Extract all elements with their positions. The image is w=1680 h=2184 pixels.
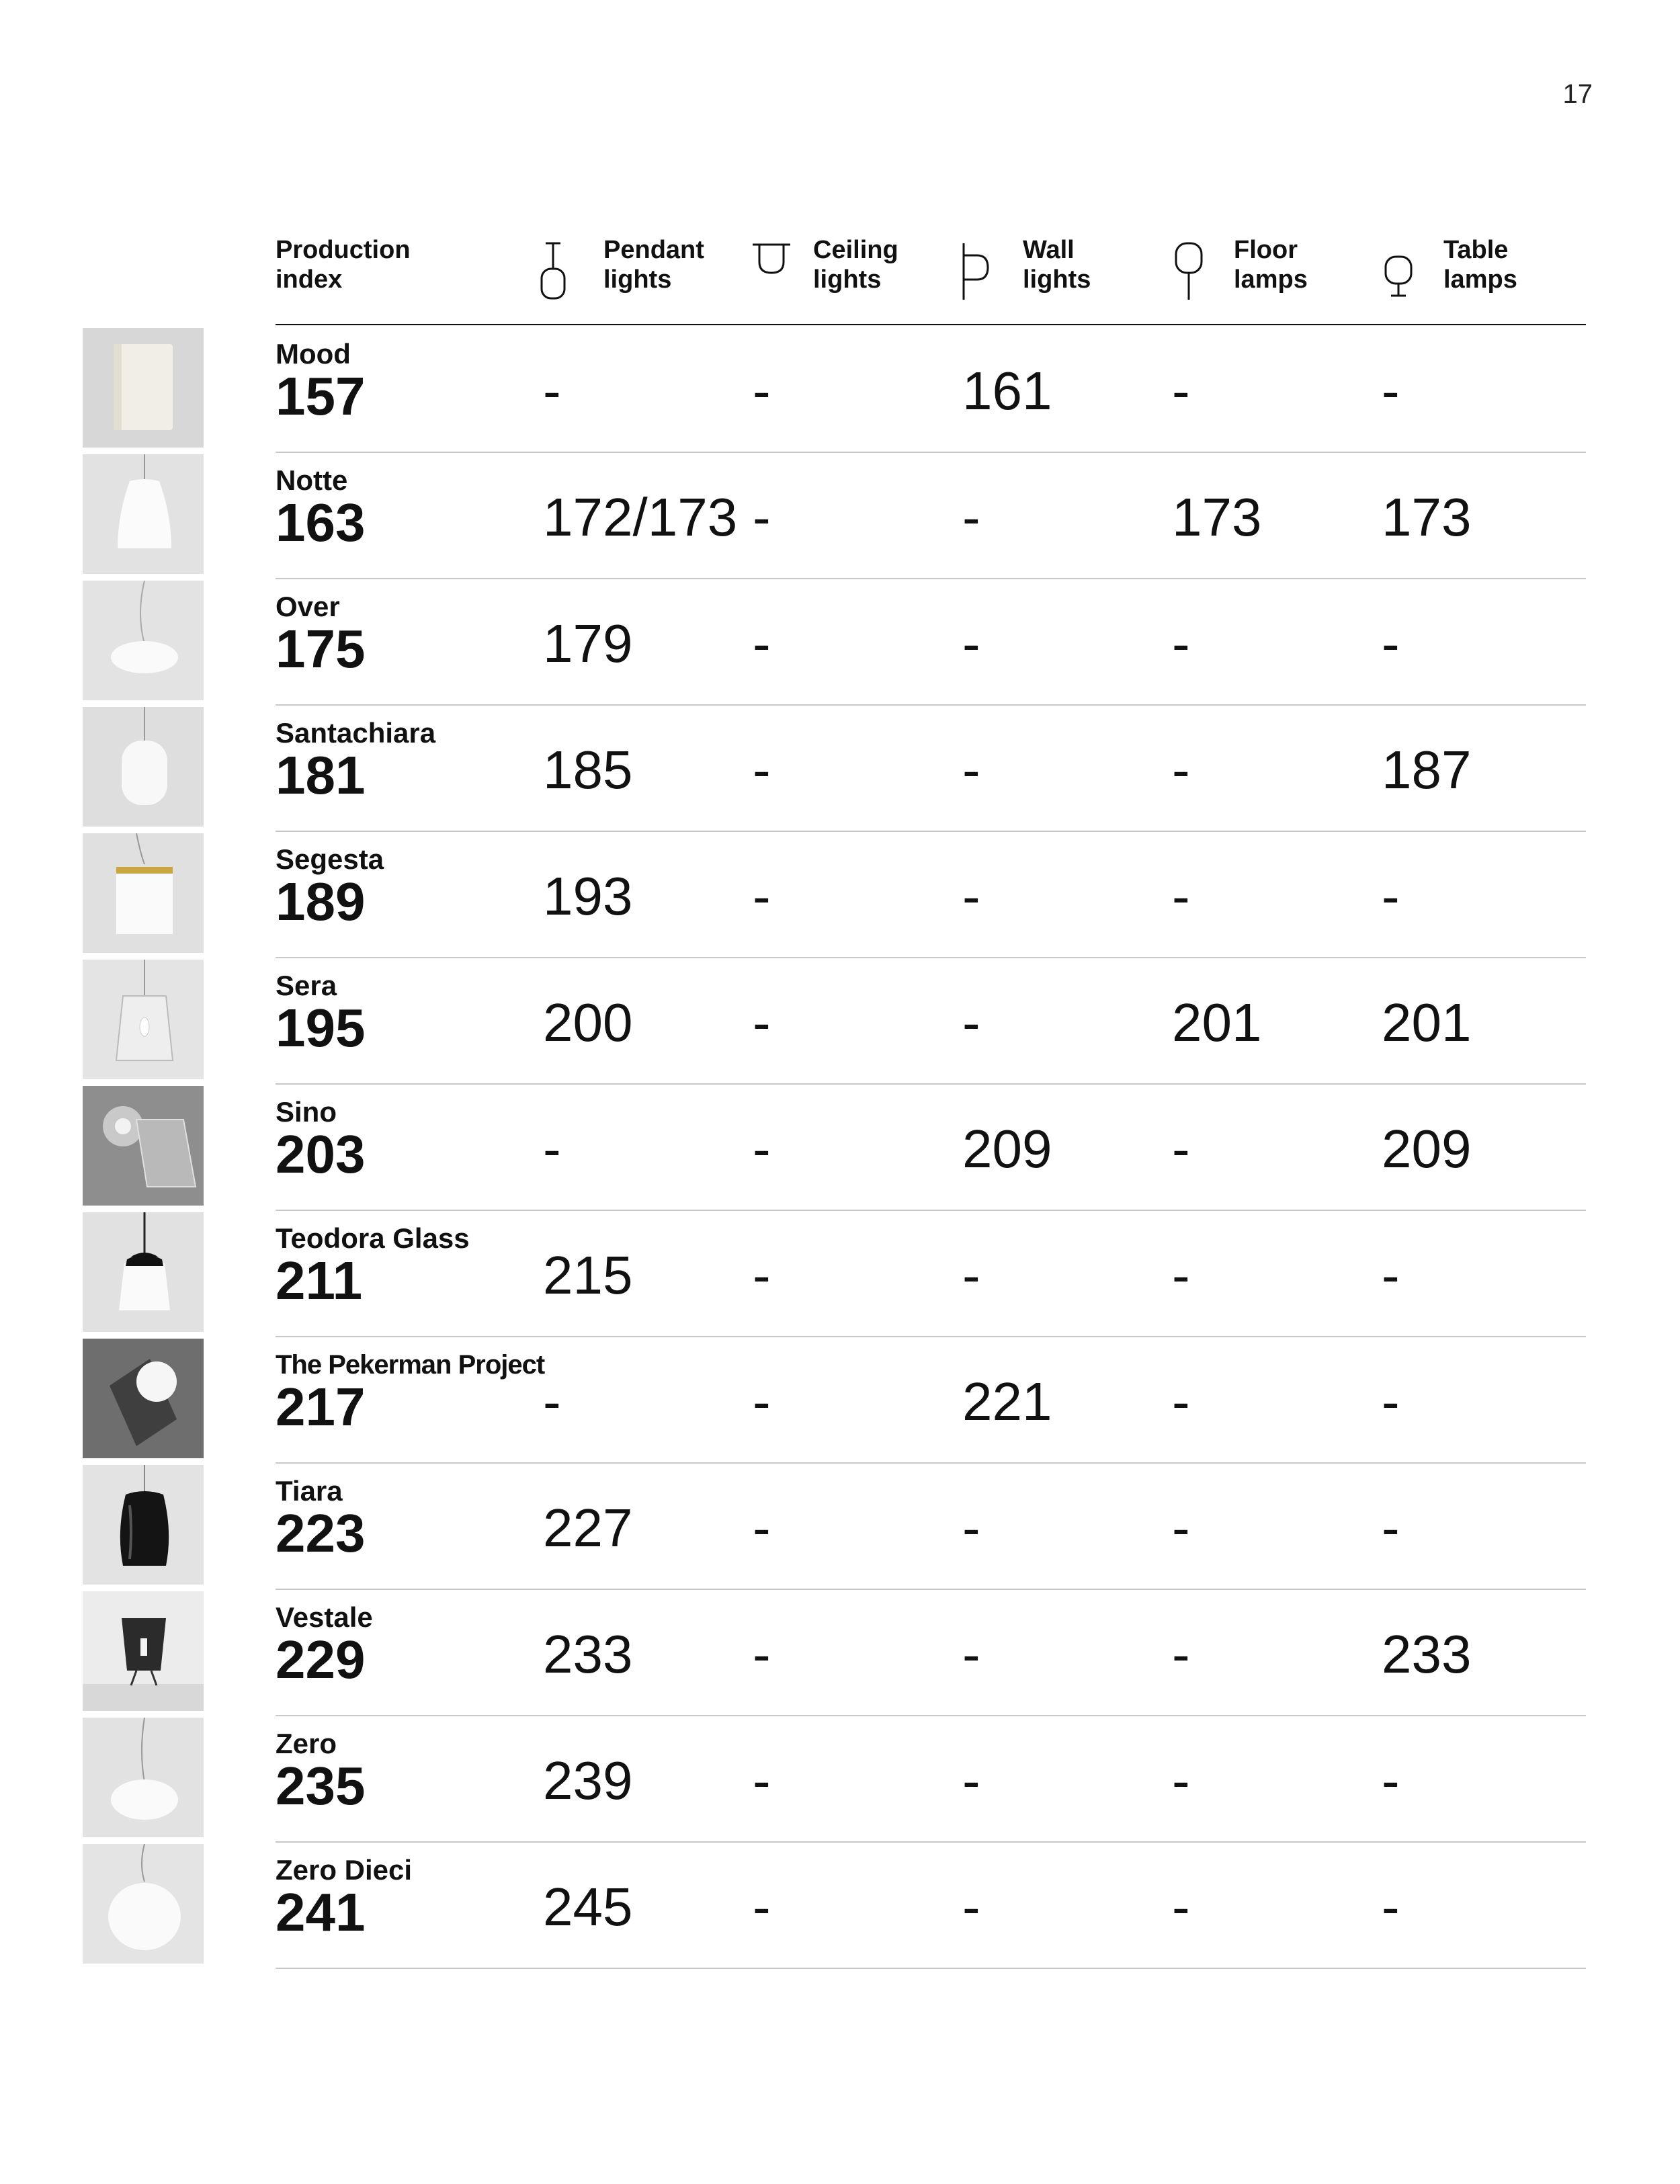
table-row [0, 1337, 1680, 1464]
floor-page: - [1172, 1372, 1190, 1431]
wall-page: - [962, 993, 980, 1052]
wall-page: - [962, 740, 980, 800]
table-page: - [1382, 614, 1400, 673]
product-name: Sera [276, 970, 337, 1001]
table-page: - [1382, 1372, 1400, 1431]
ceiling-page: - [753, 1245, 771, 1305]
ceiling-page: - [753, 1751, 771, 1810]
product-name: Segesta [276, 843, 384, 875]
product-thumbnail [83, 960, 204, 1079]
product-name: Zero [276, 1728, 337, 1759]
pendant-page: 193 [543, 866, 633, 926]
ceiling-page: - [753, 1119, 771, 1179]
floor-page: - [1172, 1498, 1190, 1558]
table-row [0, 1843, 1680, 1969]
product-thumbnail [83, 707, 204, 827]
table-row [0, 1716, 1680, 1843]
product-name: Over [276, 591, 340, 622]
ceiling-page: - [753, 361, 771, 421]
production-index: 157 [276, 366, 366, 426]
production-index: 163 [276, 493, 366, 552]
wall-page: - [962, 1498, 980, 1558]
ceiling-page: - [753, 993, 771, 1052]
table-row [0, 1590, 1680, 1716]
floor-page: - [1172, 614, 1190, 673]
production-index: 241 [276, 1882, 366, 1942]
ceiling-page: - [753, 614, 771, 673]
pendant-page: - [543, 1372, 561, 1431]
page-number: 17 [1562, 79, 1593, 109]
table-page: 187 [1382, 740, 1472, 800]
production-index: 175 [276, 619, 366, 679]
product-thumbnail [83, 1339, 204, 1458]
row-divider [276, 1968, 1586, 1969]
product-thumbnail [83, 1844, 204, 1964]
floor-page: - [1172, 1877, 1190, 1937]
production-index-header: Production index [276, 236, 411, 294]
product-thumbnail [83, 1465, 204, 1585]
table-row [0, 706, 1680, 832]
wall-page: 161 [962, 361, 1052, 421]
pendant-light-icon [538, 241, 569, 308]
production-index: 211 [276, 1251, 363, 1310]
ceiling-page: - [753, 1624, 771, 1684]
ceiling-page: - [753, 1372, 771, 1431]
product-name: The Pekerman Project [276, 1350, 545, 1380]
production-index: 189 [276, 872, 366, 931]
product-thumbnail [83, 328, 204, 448]
floor-page: - [1172, 1245, 1190, 1305]
floor-page: - [1172, 740, 1190, 800]
pendant-page: 239 [543, 1751, 633, 1810]
product-name: Santachiara [276, 717, 436, 749]
pendant-page: 245 [543, 1877, 633, 1937]
wall-page: - [962, 1245, 980, 1305]
production-index: 235 [276, 1756, 366, 1816]
product-name: Vestale [276, 1601, 373, 1633]
wall-page: - [962, 1624, 980, 1684]
floor-lamp-icon [1172, 241, 1206, 306]
table-row [0, 327, 1680, 453]
product-thumbnail [83, 1212, 204, 1332]
production-index: 229 [276, 1630, 366, 1689]
floor-page: 173 [1172, 487, 1262, 547]
wall-lights-header: Wall lights [1023, 236, 1091, 294]
floor-lamps-header: Floor lamps [1234, 236, 1308, 294]
table-page: 233 [1382, 1624, 1472, 1684]
product-thumbnail [83, 1591, 204, 1711]
table-row [0, 958, 1680, 1085]
production-index: 181 [276, 745, 366, 805]
ceiling-page: - [753, 740, 771, 800]
floor-page: - [1172, 361, 1190, 421]
table-page: - [1382, 1245, 1400, 1305]
product-thumbnail [83, 581, 204, 700]
wall-page: - [962, 487, 980, 547]
table-page: - [1382, 1751, 1400, 1810]
product-name: Mood [276, 338, 351, 370]
production-index: 203 [276, 1124, 366, 1184]
floor-page: 201 [1172, 993, 1262, 1052]
table-row [0, 1211, 1680, 1337]
ceiling-light-icon [751, 241, 792, 284]
ceiling-page: - [753, 487, 771, 547]
production-index: 223 [276, 1503, 366, 1563]
ceiling-page: - [753, 1877, 771, 1937]
header-divider [276, 324, 1586, 325]
pendant-page: 200 [543, 993, 633, 1052]
ceiling-lights-header: Ceiling lights [813, 236, 898, 294]
product-thumbnail [83, 1086, 204, 1206]
production-index: 195 [276, 998, 366, 1058]
pendant-page: 172/173 [543, 487, 738, 547]
pendant-page: 233 [543, 1624, 633, 1684]
table-row [0, 579, 1680, 706]
product-name: Sino [276, 1096, 337, 1128]
pendant-page: 215 [543, 1245, 633, 1305]
wall-page: - [962, 614, 980, 673]
pendant-page: 227 [543, 1498, 633, 1558]
table-header [0, 235, 1680, 316]
product-thumbnail [83, 1718, 204, 1837]
table-row [0, 1085, 1680, 1211]
product-thumbnail [83, 454, 204, 574]
floor-page: - [1172, 866, 1190, 926]
product-name: Teodora Glass [276, 1222, 470, 1254]
product-thumbnail [83, 833, 204, 953]
table-page: - [1382, 1877, 1400, 1937]
table-page: - [1382, 361, 1400, 421]
wall-page: - [962, 1877, 980, 1937]
pendant-page: 179 [543, 614, 633, 673]
product-name: Tiara [276, 1475, 343, 1507]
table-row [0, 1464, 1680, 1590]
wall-page: 209 [962, 1119, 1052, 1179]
ceiling-page: - [753, 866, 771, 926]
table-page: 201 [1382, 993, 1472, 1052]
floor-page: - [1172, 1751, 1190, 1810]
table-page: - [1382, 866, 1400, 926]
pendant-page: - [543, 1119, 561, 1179]
table-row [0, 453, 1680, 579]
table-page: 173 [1382, 487, 1472, 547]
floor-page: - [1172, 1624, 1190, 1684]
table-page: 209 [1382, 1119, 1472, 1179]
production-index: 217 [276, 1377, 366, 1437]
wall-page: 221 [962, 1372, 1052, 1431]
floor-page: - [1172, 1119, 1190, 1179]
table-row [0, 832, 1680, 958]
wall-light-icon [960, 241, 993, 306]
ceiling-page: - [753, 1498, 771, 1558]
pendant-lights-header: Pendant lights [603, 236, 704, 294]
product-name: Zero Dieci [276, 1854, 413, 1886]
pendant-page: 185 [543, 740, 633, 800]
table-lamp-icon [1382, 241, 1415, 306]
table-lamps-header: Table lamps [1443, 236, 1517, 294]
pendant-page: - [543, 361, 561, 421]
product-name: Notte [276, 464, 348, 496]
wall-page: - [962, 1751, 980, 1810]
wall-page: - [962, 866, 980, 926]
table-page: - [1382, 1498, 1400, 1558]
